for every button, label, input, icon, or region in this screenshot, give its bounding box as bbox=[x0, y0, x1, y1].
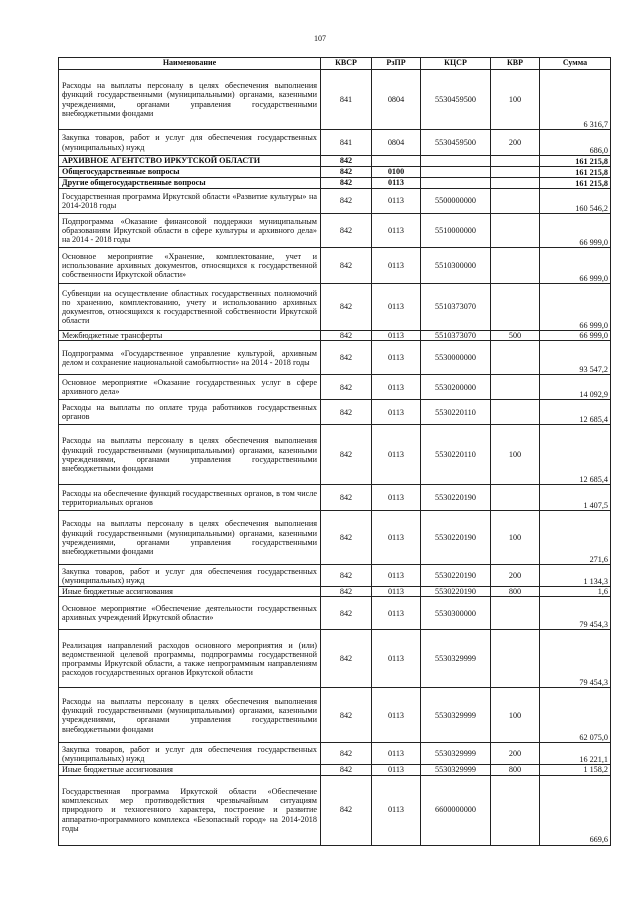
table-row bbox=[59, 284, 611, 331]
cell-kcsr: 5530220190 bbox=[421, 485, 491, 511]
cell-kvsr: 842 bbox=[321, 775, 372, 845]
cell-kvsr: 842 bbox=[321, 375, 372, 400]
cell-sum: 669,6 bbox=[540, 775, 611, 845]
cell-name: Реализация направлений расходов основного мероприятия и (или) ведомственной целевой программы, подпрограммы государственной программы Иркутской области, а также непрограммным направлениям расходов государственных органов Иркутской области bbox=[59, 630, 321, 688]
cell-rzpr: 0804 bbox=[372, 130, 421, 156]
header-kvsr: КВСР bbox=[321, 58, 372, 70]
cell-sum: 1,6 bbox=[540, 587, 611, 597]
cell-rzpr: 0113 bbox=[372, 587, 421, 597]
cell-kcsr: 5530329999 bbox=[421, 688, 491, 743]
cell-kcsr: 5510300000 bbox=[421, 248, 491, 284]
cell-rzpr: 0113 bbox=[372, 485, 421, 511]
table-row bbox=[59, 189, 611, 214]
cell-rzpr: 0113 bbox=[372, 565, 421, 587]
cell-rzpr: 0113 bbox=[372, 214, 421, 248]
cell-name: Расходы на выплаты персоналу в целях обеспечения выполнения функций государственными (муниципальными) органами, казенными учреждениями, органами управления государственными внебюджетными фондами bbox=[59, 688, 321, 743]
cell-kvsr: 842 bbox=[321, 248, 372, 284]
cell-rzpr: 0113 bbox=[372, 189, 421, 214]
cell-kvsr: 842 bbox=[321, 178, 372, 189]
cell-kvsr: 842 bbox=[321, 167, 372, 178]
cell-kvr bbox=[491, 284, 540, 331]
cell-kcsr: 5530220190 bbox=[421, 511, 491, 565]
cell-kcsr: 5530220190 bbox=[421, 587, 491, 597]
header-rzpr: РзПР bbox=[372, 58, 421, 70]
table-row bbox=[59, 400, 611, 425]
cell-kcsr: 5530000000 bbox=[421, 341, 491, 375]
cell-rzpr: 0113 bbox=[372, 688, 421, 743]
cell-kvr bbox=[491, 400, 540, 425]
cell-kvsr: 842 bbox=[321, 214, 372, 248]
table-header-row bbox=[59, 58, 611, 70]
cell-kvr bbox=[491, 630, 540, 688]
cell-kvr: 500 bbox=[491, 331, 540, 341]
cell-rzpr: 0113 bbox=[372, 178, 421, 189]
cell-kcsr: 5530459500 bbox=[421, 130, 491, 156]
cell-sum: 79 454,3 bbox=[540, 597, 611, 630]
cell-kcsr bbox=[421, 167, 491, 178]
cell-name: Расходы на выплаты по оплате труда работников государственных органов bbox=[59, 400, 321, 425]
cell-rzpr: 0113 bbox=[372, 341, 421, 375]
cell-kvsr: 842 bbox=[321, 597, 372, 630]
cell-kvsr: 842 bbox=[321, 400, 372, 425]
cell-name: Общегосударственные вопросы bbox=[59, 167, 321, 178]
cell-kvr bbox=[491, 597, 540, 630]
cell-kvsr: 842 bbox=[321, 189, 372, 214]
cell-sum: 16 221,1 bbox=[540, 743, 611, 765]
table-row bbox=[59, 597, 611, 630]
cell-kvr: 800 bbox=[491, 765, 540, 775]
cell-sum: 62 075,0 bbox=[540, 688, 611, 743]
cell-sum: 66 999,0 bbox=[540, 214, 611, 248]
cell-rzpr: 0804 bbox=[372, 70, 421, 130]
header-name: Наименование bbox=[59, 58, 321, 70]
page-number: 107 bbox=[314, 34, 326, 43]
cell-sum: 1 158,2 bbox=[540, 765, 611, 775]
table-row bbox=[59, 765, 611, 775]
table-row bbox=[59, 178, 611, 189]
cell-rzpr: 0113 bbox=[372, 284, 421, 331]
table-row bbox=[59, 485, 611, 511]
cell-kvr bbox=[491, 178, 540, 189]
cell-kvsr: 842 bbox=[321, 688, 372, 743]
header-kvr: КВР bbox=[491, 58, 540, 70]
cell-kvsr: 841 bbox=[321, 70, 372, 130]
table-row bbox=[59, 375, 611, 400]
cell-rzpr: 0113 bbox=[372, 248, 421, 284]
cell-name: Иные бюджетные ассигнования bbox=[59, 587, 321, 597]
table-row bbox=[59, 156, 611, 167]
cell-kvsr: 842 bbox=[321, 565, 372, 587]
cell-kvr bbox=[491, 775, 540, 845]
cell-sum: 271,6 bbox=[540, 511, 611, 565]
cell-kvr bbox=[491, 248, 540, 284]
cell-kcsr: 5510373070 bbox=[421, 331, 491, 341]
cell-name: Подпрограмма «Оказание финансовой поддержки муниципальным образованиям Иркутской области в сфере культуры и архивного дела» на 2014 - 2018 годы bbox=[59, 214, 321, 248]
table-body bbox=[59, 70, 611, 846]
cell-kvsr: 841 bbox=[321, 130, 372, 156]
cell-rzpr: 0113 bbox=[372, 597, 421, 630]
cell-kvr: 200 bbox=[491, 565, 540, 587]
cell-sum: 66 999,0 bbox=[540, 248, 611, 284]
cell-kcsr: 5500000000 bbox=[421, 189, 491, 214]
cell-rzpr: 0113 bbox=[372, 630, 421, 688]
cell-kvsr: 842 bbox=[321, 587, 372, 597]
cell-kvsr: 842 bbox=[321, 331, 372, 341]
cell-name: Расходы на выплаты персоналу в целях обеспечения выполнения функций государственными (муниципальными) органами, казенными учреждениями, органами управления государственными внебюджетными фондами bbox=[59, 425, 321, 485]
cell-kvr: 100 bbox=[491, 70, 540, 130]
cell-kvr bbox=[491, 341, 540, 375]
cell-kvr bbox=[491, 375, 540, 400]
cell-sum: 6 316,7 bbox=[540, 70, 611, 130]
cell-kcsr: 5530220190 bbox=[421, 565, 491, 587]
cell-kvr: 100 bbox=[491, 511, 540, 565]
cell-kvsr: 842 bbox=[321, 765, 372, 775]
cell-kcsr: 5530329999 bbox=[421, 630, 491, 688]
cell-name: Другие общегосударственные вопросы bbox=[59, 178, 321, 189]
cell-sum: 12 685,4 bbox=[540, 425, 611, 485]
cell-name: Основное мероприятие «Хранение, комплектование, учет и использование архивных документов, относящихся к государственной собственности Иркутской области» bbox=[59, 248, 321, 284]
cell-rzpr: 0113 bbox=[372, 511, 421, 565]
table-row bbox=[59, 587, 611, 597]
cell-rzpr: 0113 bbox=[372, 425, 421, 485]
cell-rzpr: 0113 bbox=[372, 765, 421, 775]
cell-kvr: 200 bbox=[491, 130, 540, 156]
cell-kvr: 100 bbox=[491, 425, 540, 485]
table-row bbox=[59, 130, 611, 156]
cell-name: Иные бюджетные ассигнования bbox=[59, 765, 321, 775]
cell-kvr bbox=[491, 167, 540, 178]
cell-kcsr: 5530329999 bbox=[421, 743, 491, 765]
cell-sum: 161 215,8 bbox=[540, 167, 611, 178]
cell-name: АРХИВНОЕ АГЕНТСТВО ИРКУТСКОЙ ОБЛАСТИ bbox=[59, 156, 321, 167]
header-kcsr: КЦСР bbox=[421, 58, 491, 70]
table-row bbox=[59, 511, 611, 565]
cell-kvr bbox=[491, 485, 540, 511]
cell-kcsr: 5530220110 bbox=[421, 400, 491, 425]
cell-name: Закупка товаров, работ и услуг для обеспечения государственных (муниципальных) нужд bbox=[59, 565, 321, 587]
table-row bbox=[59, 214, 611, 248]
table-row bbox=[59, 341, 611, 375]
cell-sum: 161 215,8 bbox=[540, 178, 611, 189]
cell-kvsr: 842 bbox=[321, 743, 372, 765]
cell-kvsr: 842 bbox=[321, 511, 372, 565]
cell-kvr: 100 bbox=[491, 688, 540, 743]
cell-kcsr: 5510373070 bbox=[421, 284, 491, 331]
cell-kcsr bbox=[421, 156, 491, 167]
cell-rzpr: 0113 bbox=[372, 775, 421, 845]
cell-kcsr bbox=[421, 178, 491, 189]
cell-kvsr: 842 bbox=[321, 284, 372, 331]
cell-sum: 14 092,9 bbox=[540, 375, 611, 400]
cell-kcsr: 5530300000 bbox=[421, 597, 491, 630]
cell-name: Субвенции на осуществление областных государственных полномочий по хранению, комплектованию, учету и использованию архивных документов, относящихся к государственной собственности Иркутской области bbox=[59, 284, 321, 331]
cell-sum: 1 407,5 bbox=[540, 485, 611, 511]
cell-rzpr: 0113 bbox=[372, 400, 421, 425]
cell-kvsr: 842 bbox=[321, 156, 372, 167]
cell-name: Основное мероприятие «Оказание государственных услуг в сфере архивного дела» bbox=[59, 375, 321, 400]
cell-sum: 160 546,2 bbox=[540, 189, 611, 214]
cell-sum: 93 547,2 bbox=[540, 341, 611, 375]
cell-rzpr: 0100 bbox=[372, 167, 421, 178]
header-sum: Сумма bbox=[540, 58, 611, 70]
cell-rzpr: 0113 bbox=[372, 375, 421, 400]
budget-table bbox=[58, 57, 611, 846]
cell-kcsr: 5530220110 bbox=[421, 425, 491, 485]
cell-sum: 686,0 bbox=[540, 130, 611, 156]
cell-kcsr: 5530329999 bbox=[421, 765, 491, 775]
table-row bbox=[59, 331, 611, 341]
table-row bbox=[59, 775, 611, 845]
cell-kvsr: 842 bbox=[321, 341, 372, 375]
table-row bbox=[59, 565, 611, 587]
cell-name: Расходы на обеспечение функций государственных органов, в том числе территориальных органов bbox=[59, 485, 321, 511]
table-row bbox=[59, 167, 611, 178]
cell-kvr bbox=[491, 189, 540, 214]
table-row bbox=[59, 688, 611, 743]
table-row bbox=[59, 630, 611, 688]
cell-sum: 66 999,0 bbox=[540, 331, 611, 341]
cell-name: Государственная программа Иркутской области «Обеспечение комплексных мер противодействия чрезвычайным ситуациям природного и техногенного характера, построение и развитие аппаратно-программного комплекса «Безопасный город» на 2014-2018 годы bbox=[59, 775, 321, 845]
cell-rzpr bbox=[372, 156, 421, 167]
cell-kvsr: 842 bbox=[321, 485, 372, 511]
cell-name: Подпрограмма «Государственное управление культурой, архивным делом и сохранение национальной самобытности» на 2014 - 2018 годы bbox=[59, 341, 321, 375]
cell-kvsr: 842 bbox=[321, 425, 372, 485]
cell-name: Межбюджетные трансферты bbox=[59, 331, 321, 341]
cell-kvr: 200 bbox=[491, 743, 540, 765]
cell-kcsr: 5530200000 bbox=[421, 375, 491, 400]
cell-name: Расходы на выплаты персоналу в целях обеспечения выполнения функций государственными (муниципальными) органами, казенными учреждениями, органами управления государственными внебюджетными фондами bbox=[59, 511, 321, 565]
table-row bbox=[59, 743, 611, 765]
table-row bbox=[59, 425, 611, 485]
cell-rzpr: 0113 bbox=[372, 743, 421, 765]
cell-sum: 12 685,4 bbox=[540, 400, 611, 425]
cell-kvr bbox=[491, 214, 540, 248]
cell-name: Расходы на выплаты персоналу в целях обеспечения выполнения функций государственными (муниципальными) органами, казенными учреждениями, органами управления государственными внебюджетными фондами bbox=[59, 70, 321, 130]
cell-kvr bbox=[491, 156, 540, 167]
cell-name: Закупка товаров, работ и услуг для обеспечения государственных (муниципальных) нужд bbox=[59, 743, 321, 765]
cell-name: Закупка товаров, работ и услуг для обеспечения государственных (муниципальных) нужд bbox=[59, 130, 321, 156]
cell-kcsr: 5530459500 bbox=[421, 70, 491, 130]
table-row bbox=[59, 70, 611, 130]
table-row bbox=[59, 248, 611, 284]
cell-rzpr: 0113 bbox=[372, 331, 421, 341]
cell-sum: 161 215,8 bbox=[540, 156, 611, 167]
cell-sum: 79 454,3 bbox=[540, 630, 611, 688]
cell-sum: 66 999,0 bbox=[540, 284, 611, 331]
cell-kcsr: 6600000000 bbox=[421, 775, 491, 845]
cell-kvr: 800 bbox=[491, 587, 540, 597]
cell-name: Основное мероприятие «Обеспечение деятельности государственных архивных учреждений Иркутской области» bbox=[59, 597, 321, 630]
cell-kvsr: 842 bbox=[321, 630, 372, 688]
cell-kcsr: 5510000000 bbox=[421, 214, 491, 248]
cell-sum: 1 134,3 bbox=[540, 565, 611, 587]
cell-name: Государственная программа Иркутской области «Развитие культуры» на 2014-2018 годы bbox=[59, 189, 321, 214]
